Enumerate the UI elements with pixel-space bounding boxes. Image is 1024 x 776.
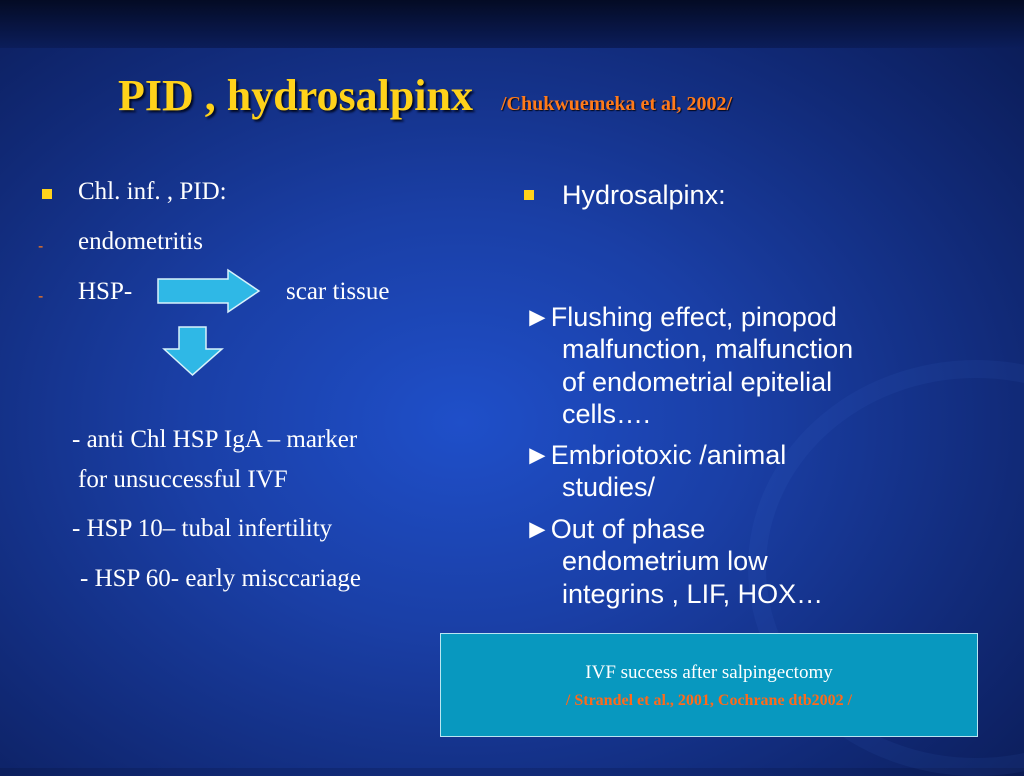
note-anti-chl: - anti Chl HSP IgA – marker <box>72 426 358 453</box>
bullet-square-icon <box>524 190 534 200</box>
ivf-success-text: IVF success after salpingectomy <box>585 662 833 683</box>
point-out-of-phase-2: endometrium low <box>562 546 768 576</box>
left-bullet-text: Chl. inf. , PID: <box>78 178 227 205</box>
point-flushing-4: cells…. <box>562 399 651 429</box>
point-embriotoxic-2: studies/ <box>562 472 656 502</box>
point-flushing-1: ►Flushing effect, pinopod <box>524 302 837 332</box>
ivf-success-box <box>440 633 978 737</box>
ivf-citation-text: / Strandel et al., 2001, Cochrane dtb2002 / <box>565 692 853 709</box>
note-hsp60: - HSP 60- early misccariage <box>80 565 361 592</box>
bullet-square-icon <box>42 189 52 199</box>
point-out-of-phase-1: ►Out of phase <box>524 514 706 544</box>
down-arrow-icon <box>162 325 224 377</box>
title-row <box>118 70 732 121</box>
point-flushing-2: malfunction, malfunction <box>562 334 854 364</box>
dash-marker: - <box>38 288 44 305</box>
right-arrow-icon <box>156 268 262 314</box>
scar-tissue-text: scar tissue <box>286 278 390 305</box>
note-hsp10: - HSP 10– tubal infertility <box>72 515 333 542</box>
title-citation: /Chukwuemeka et al, 2002/ <box>500 93 733 115</box>
hydrosalpinx-heading: Hydrosalpinx: <box>562 180 726 210</box>
point-embriotoxic-1: ►Embriotoxic /animal <box>524 440 787 470</box>
endometritis-text: endometritis <box>78 228 203 255</box>
slide-title: PID , hydrosalpinx <box>118 71 473 120</box>
note-anti-chl-cont: for unsuccessful IVF <box>78 466 288 493</box>
point-flushing-3: of endometrial epitelial <box>562 367 833 397</box>
dash-marker: - <box>38 238 44 255</box>
top-band <box>0 0 1024 48</box>
point-out-of-phase-3: integrins , LIF, HOX… <box>562 579 824 609</box>
hsp-label: HSP- <box>78 278 133 305</box>
